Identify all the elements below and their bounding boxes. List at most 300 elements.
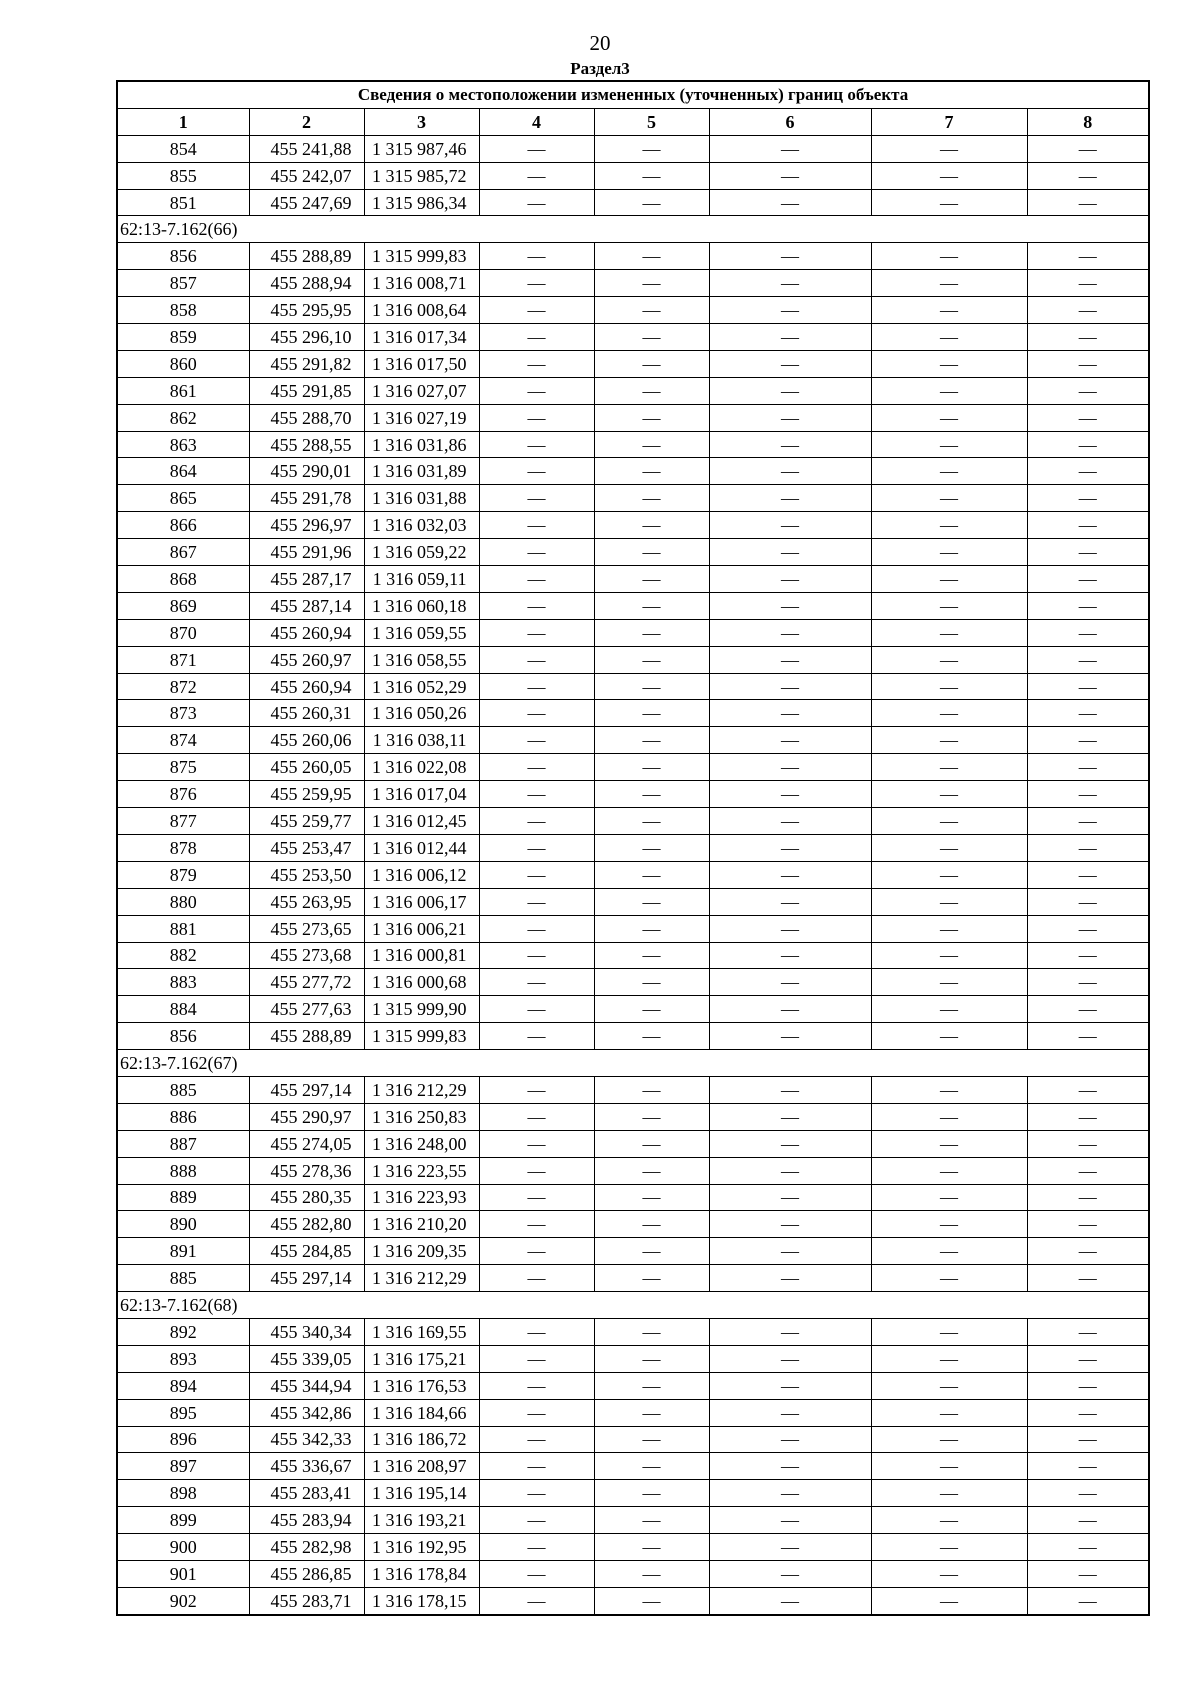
empty-dash-cell: — — [1027, 324, 1149, 351]
empty-dash-cell: — — [479, 1076, 594, 1103]
y-coordinate-cell: 1 316 031,86 — [364, 431, 479, 458]
empty-dash-cell: — — [594, 1318, 709, 1345]
y-coordinate-cell: 1 315 986,34 — [364, 189, 479, 216]
empty-dash-cell: — — [709, 1130, 871, 1157]
point-id-cell: 851 — [117, 189, 249, 216]
x-coordinate-cell: 455 253,50 — [249, 861, 364, 888]
section-title: Раздел3 — [570, 59, 630, 78]
empty-dash-cell: — — [709, 834, 871, 861]
x-coordinate-cell: 455 241,88 — [249, 135, 364, 162]
y-coordinate-cell: 1 316 060,18 — [364, 592, 479, 619]
empty-dash-cell: — — [709, 996, 871, 1023]
x-coordinate-cell: 455 259,95 — [249, 781, 364, 808]
empty-dash-cell: — — [479, 324, 594, 351]
empty-dash-cell: — — [871, 592, 1027, 619]
y-coordinate-cell: 1 316 169,55 — [364, 1318, 479, 1345]
empty-dash-cell: — — [709, 458, 871, 485]
point-id-cell: 885 — [117, 1265, 249, 1292]
empty-dash-cell: — — [594, 297, 709, 324]
point-id-cell: 892 — [117, 1318, 249, 1345]
empty-dash-cell: — — [709, 781, 871, 808]
empty-dash-cell: — — [1027, 1023, 1149, 1050]
empty-dash-cell: — — [479, 1480, 594, 1507]
empty-dash-cell: — — [871, 297, 1027, 324]
group-label: 62:13-7.162(68) — [117, 1292, 1149, 1319]
empty-dash-cell: — — [1027, 888, 1149, 915]
empty-dash-cell: — — [594, 135, 709, 162]
empty-dash-cell: — — [871, 646, 1027, 673]
empty-dash-cell: — — [479, 539, 594, 566]
empty-dash-cell: — — [594, 485, 709, 512]
y-coordinate-cell: 1 316 192,95 — [364, 1534, 479, 1561]
y-coordinate-cell: 1 316 038,11 — [364, 727, 479, 754]
y-coordinate-cell: 1 316 052,29 — [364, 673, 479, 700]
x-coordinate-cell: 455 260,94 — [249, 673, 364, 700]
empty-dash-cell: — — [1027, 861, 1149, 888]
point-id-cell: 868 — [117, 566, 249, 593]
table-row — [117, 377, 1149, 404]
empty-dash-cell: — — [871, 1507, 1027, 1534]
point-id-cell: 902 — [117, 1587, 249, 1614]
empty-dash-cell: — — [709, 888, 871, 915]
empty-dash-cell: — — [871, 1184, 1027, 1211]
empty-dash-cell: — — [594, 646, 709, 673]
point-id-cell: 856 — [117, 243, 249, 270]
empty-dash-cell: — — [594, 1507, 709, 1534]
x-coordinate-cell: 455 280,35 — [249, 1184, 364, 1211]
empty-dash-cell: — — [871, 861, 1027, 888]
y-coordinate-cell: 1 316 012,45 — [364, 808, 479, 835]
empty-dash-cell: — — [1027, 162, 1149, 189]
empty-dash-cell: — — [479, 1507, 594, 1534]
empty-dash-cell: — — [1027, 1426, 1149, 1453]
empty-dash-cell: — — [479, 1399, 594, 1426]
x-coordinate-cell: 455 287,17 — [249, 566, 364, 593]
x-coordinate-cell: 455 259,77 — [249, 808, 364, 835]
empty-dash-cell: — — [479, 834, 594, 861]
page-number: 20 — [589, 31, 611, 55]
empty-dash-cell: — — [594, 592, 709, 619]
column-header: 8 — [1027, 108, 1149, 135]
table-row — [117, 1399, 1149, 1426]
empty-dash-cell: — — [479, 1426, 594, 1453]
empty-dash-cell: — — [594, 1480, 709, 1507]
y-coordinate-cell: 1 316 012,44 — [364, 834, 479, 861]
y-coordinate-cell: 1 316 000,68 — [364, 969, 479, 996]
empty-dash-cell: — — [479, 350, 594, 377]
x-coordinate-cell: 455 288,94 — [249, 270, 364, 297]
empty-dash-cell: — — [594, 1184, 709, 1211]
empty-dash-cell: — — [1027, 700, 1149, 727]
point-id-cell: 895 — [117, 1399, 249, 1426]
empty-dash-cell: — — [479, 512, 594, 539]
table-row — [117, 1023, 1149, 1050]
x-coordinate-cell: 455 282,80 — [249, 1211, 364, 1238]
x-coordinate-cell: 455 277,72 — [249, 969, 364, 996]
empty-dash-cell: — — [479, 270, 594, 297]
empty-dash-cell: — — [1027, 996, 1149, 1023]
y-coordinate-cell: 1 316 008,64 — [364, 297, 479, 324]
empty-dash-cell: — — [1027, 1507, 1149, 1534]
x-coordinate-cell: 455 260,97 — [249, 646, 364, 673]
empty-dash-cell: — — [479, 1238, 594, 1265]
empty-dash-cell: — — [871, 539, 1027, 566]
point-id-cell: 860 — [117, 350, 249, 377]
table-row — [117, 135, 1149, 162]
group-label: 62:13-7.162(66) — [117, 216, 1149, 243]
table-row — [117, 297, 1149, 324]
empty-dash-cell: — — [479, 1587, 594, 1614]
empty-dash-cell: — — [479, 1265, 594, 1292]
group-row — [117, 216, 1149, 243]
empty-dash-cell: — — [709, 350, 871, 377]
empty-dash-cell: — — [594, 1265, 709, 1292]
empty-dash-cell: — — [1027, 243, 1149, 270]
empty-dash-cell: — — [594, 1534, 709, 1561]
empty-dash-cell: — — [1027, 1211, 1149, 1238]
empty-dash-cell: — — [479, 915, 594, 942]
point-id-cell: 889 — [117, 1184, 249, 1211]
y-coordinate-cell: 1 316 006,12 — [364, 861, 479, 888]
empty-dash-cell: — — [479, 1157, 594, 1184]
y-coordinate-cell: 1 316 250,83 — [364, 1103, 479, 1130]
empty-dash-cell: — — [871, 1211, 1027, 1238]
empty-dash-cell: — — [479, 1130, 594, 1157]
empty-dash-cell: — — [1027, 1399, 1149, 1426]
point-id-cell: 854 — [117, 135, 249, 162]
y-coordinate-cell: 1 316 058,55 — [364, 646, 479, 673]
point-id-cell: 864 — [117, 458, 249, 485]
empty-dash-cell: — — [709, 700, 871, 727]
y-coordinate-cell: 1 316 195,14 — [364, 1480, 479, 1507]
empty-dash-cell: — — [594, 566, 709, 593]
point-id-cell: 894 — [117, 1372, 249, 1399]
table-caption: Сведения о местоположении измененных (уточненных) границ объекта — [117, 81, 1149, 108]
table-row — [117, 1480, 1149, 1507]
empty-dash-cell: — — [1027, 754, 1149, 781]
y-coordinate-cell: 1 315 987,46 — [364, 135, 479, 162]
empty-dash-cell: — — [1027, 1372, 1149, 1399]
empty-dash-cell: — — [871, 189, 1027, 216]
point-id-cell: 878 — [117, 834, 249, 861]
x-coordinate-cell: 455 274,05 — [249, 1130, 364, 1157]
empty-dash-cell: — — [1027, 539, 1149, 566]
x-coordinate-cell: 455 260,06 — [249, 727, 364, 754]
table-row — [117, 350, 1149, 377]
empty-dash-cell: — — [1027, 1184, 1149, 1211]
point-id-cell: 900 — [117, 1534, 249, 1561]
table-row — [117, 539, 1149, 566]
column-header: 7 — [871, 108, 1027, 135]
point-id-cell: 859 — [117, 324, 249, 351]
point-id-cell: 862 — [117, 404, 249, 431]
table-row — [117, 1453, 1149, 1480]
table-row — [117, 431, 1149, 458]
point-id-cell: 856 — [117, 1023, 249, 1050]
empty-dash-cell: — — [1027, 673, 1149, 700]
empty-dash-cell: — — [479, 969, 594, 996]
empty-dash-cell: — — [871, 700, 1027, 727]
table-row — [117, 1130, 1149, 1157]
empty-dash-cell: — — [594, 243, 709, 270]
table-row — [117, 162, 1149, 189]
x-coordinate-cell: 455 342,86 — [249, 1399, 364, 1426]
empty-dash-cell: — — [709, 1345, 871, 1372]
empty-dash-cell: — — [871, 1345, 1027, 1372]
point-id-cell: 866 — [117, 512, 249, 539]
y-coordinate-cell: 1 316 208,97 — [364, 1453, 479, 1480]
point-id-cell: 874 — [117, 727, 249, 754]
empty-dash-cell: — — [594, 834, 709, 861]
group-row — [117, 1050, 1149, 1077]
empty-dash-cell: — — [479, 431, 594, 458]
empty-dash-cell: — — [709, 1534, 871, 1561]
table-row — [117, 592, 1149, 619]
empty-dash-cell: — — [594, 404, 709, 431]
empty-dash-cell: — — [1027, 431, 1149, 458]
point-id-cell: 882 — [117, 942, 249, 969]
y-coordinate-cell: 1 316 210,20 — [364, 1211, 479, 1238]
empty-dash-cell: — — [1027, 1076, 1149, 1103]
empty-dash-cell: — — [594, 915, 709, 942]
empty-dash-cell: — — [871, 1130, 1027, 1157]
point-id-cell: 872 — [117, 673, 249, 700]
table-row — [117, 1184, 1149, 1211]
empty-dash-cell: — — [479, 942, 594, 969]
x-coordinate-cell: 455 288,89 — [249, 243, 364, 270]
empty-dash-cell: — — [479, 189, 594, 216]
empty-dash-cell: — — [479, 1023, 594, 1050]
x-coordinate-cell: 455 291,96 — [249, 539, 364, 566]
empty-dash-cell: — — [1027, 915, 1149, 942]
empty-dash-cell: — — [709, 566, 871, 593]
x-coordinate-cell: 455 288,55 — [249, 431, 364, 458]
y-coordinate-cell: 1 316 059,22 — [364, 539, 479, 566]
empty-dash-cell: — — [594, 189, 709, 216]
empty-dash-cell: — — [871, 673, 1027, 700]
empty-dash-cell: — — [709, 619, 871, 646]
empty-dash-cell: — — [594, 1426, 709, 1453]
empty-dash-cell: — — [594, 996, 709, 1023]
empty-dash-cell: — — [594, 324, 709, 351]
empty-dash-cell: — — [709, 727, 871, 754]
empty-dash-cell: — — [709, 1560, 871, 1587]
column-header-row — [117, 108, 1149, 135]
y-coordinate-cell: 1 315 999,90 — [364, 996, 479, 1023]
empty-dash-cell: — — [871, 404, 1027, 431]
x-coordinate-cell: 455 290,97 — [249, 1103, 364, 1130]
empty-dash-cell: — — [871, 1372, 1027, 1399]
table-row — [117, 834, 1149, 861]
empty-dash-cell: — — [709, 1480, 871, 1507]
empty-dash-cell: — — [871, 512, 1027, 539]
point-id-cell: 863 — [117, 431, 249, 458]
empty-dash-cell: — — [594, 270, 709, 297]
empty-dash-cell: — — [479, 1318, 594, 1345]
point-id-cell: 891 — [117, 1238, 249, 1265]
empty-dash-cell: — — [709, 297, 871, 324]
empty-dash-cell: — — [709, 646, 871, 673]
point-id-cell: 858 — [117, 297, 249, 324]
y-coordinate-cell: 1 316 209,35 — [364, 1238, 479, 1265]
empty-dash-cell: — — [594, 1560, 709, 1587]
empty-dash-cell: — — [871, 324, 1027, 351]
empty-dash-cell: — — [479, 619, 594, 646]
x-coordinate-cell: 455 344,94 — [249, 1372, 364, 1399]
empty-dash-cell: — — [871, 1587, 1027, 1614]
point-id-cell: 869 — [117, 592, 249, 619]
table-row — [117, 566, 1149, 593]
point-id-cell: 861 — [117, 377, 249, 404]
empty-dash-cell: — — [1027, 350, 1149, 377]
empty-dash-cell: — — [1027, 1238, 1149, 1265]
empty-dash-cell: — — [594, 969, 709, 996]
empty-dash-cell: — — [709, 243, 871, 270]
point-id-cell: 893 — [117, 1345, 249, 1372]
empty-dash-cell: — — [709, 1426, 871, 1453]
table-row — [117, 781, 1149, 808]
empty-dash-cell: — — [871, 458, 1027, 485]
empty-dash-cell: — — [709, 969, 871, 996]
empty-dash-cell: — — [594, 673, 709, 700]
empty-dash-cell: — — [594, 1103, 709, 1130]
column-header: 6 — [709, 108, 871, 135]
table-caption-row — [117, 81, 1149, 108]
table-row — [117, 727, 1149, 754]
x-coordinate-cell: 455 283,71 — [249, 1587, 364, 1614]
empty-dash-cell: — — [709, 270, 871, 297]
empty-dash-cell: — — [709, 485, 871, 512]
empty-dash-cell: — — [479, 808, 594, 835]
point-id-cell: 873 — [117, 700, 249, 727]
table-row — [117, 1157, 1149, 1184]
empty-dash-cell: — — [709, 189, 871, 216]
x-coordinate-cell: 455 242,07 — [249, 162, 364, 189]
empty-dash-cell: — — [479, 646, 594, 673]
y-coordinate-cell: 1 316 212,29 — [364, 1265, 479, 1292]
table-row — [117, 888, 1149, 915]
empty-dash-cell: — — [709, 162, 871, 189]
empty-dash-cell: — — [594, 781, 709, 808]
empty-dash-cell: — — [479, 1211, 594, 1238]
table-row — [117, 1560, 1149, 1587]
y-coordinate-cell: 1 316 031,88 — [364, 485, 479, 512]
empty-dash-cell: — — [709, 1211, 871, 1238]
empty-dash-cell: — — [871, 1265, 1027, 1292]
empty-dash-cell: — — [594, 1076, 709, 1103]
empty-dash-cell: — — [1027, 566, 1149, 593]
empty-dash-cell: — — [1027, 834, 1149, 861]
y-coordinate-cell: 1 315 999,83 — [364, 1023, 479, 1050]
empty-dash-cell: — — [871, 377, 1027, 404]
empty-dash-cell: — — [871, 1238, 1027, 1265]
y-coordinate-cell: 1 316 031,89 — [364, 458, 479, 485]
y-coordinate-cell: 1 316 176,53 — [364, 1372, 479, 1399]
empty-dash-cell: — — [871, 350, 1027, 377]
point-id-cell: 890 — [117, 1211, 249, 1238]
point-id-cell: 888 — [117, 1157, 249, 1184]
point-id-cell: 870 — [117, 619, 249, 646]
y-coordinate-cell: 1 316 212,29 — [364, 1076, 479, 1103]
empty-dash-cell: — — [871, 888, 1027, 915]
empty-dash-cell: — — [1027, 377, 1149, 404]
empty-dash-cell: — — [709, 539, 871, 566]
empty-dash-cell: — — [594, 1372, 709, 1399]
empty-dash-cell: — — [1027, 969, 1149, 996]
empty-dash-cell: — — [594, 539, 709, 566]
y-coordinate-cell: 1 316 178,15 — [364, 1587, 479, 1614]
y-coordinate-cell: 1 316 027,19 — [364, 404, 479, 431]
point-id-cell: 881 — [117, 915, 249, 942]
empty-dash-cell: — — [871, 808, 1027, 835]
table-row — [117, 700, 1149, 727]
x-coordinate-cell: 455 340,34 — [249, 1318, 364, 1345]
table-row — [117, 754, 1149, 781]
point-id-cell: 876 — [117, 781, 249, 808]
empty-dash-cell: — — [594, 727, 709, 754]
empty-dash-cell: — — [479, 1184, 594, 1211]
empty-dash-cell: — — [871, 243, 1027, 270]
point-id-cell: 875 — [117, 754, 249, 781]
empty-dash-cell: — — [479, 1560, 594, 1587]
empty-dash-cell: — — [1027, 808, 1149, 835]
table-row — [117, 942, 1149, 969]
x-coordinate-cell: 455 288,70 — [249, 404, 364, 431]
empty-dash-cell: — — [871, 1023, 1027, 1050]
empty-dash-cell: — — [594, 619, 709, 646]
y-coordinate-cell: 1 315 985,72 — [364, 162, 479, 189]
empty-dash-cell: — — [871, 1534, 1027, 1561]
point-id-cell: 880 — [117, 888, 249, 915]
empty-dash-cell: — — [871, 915, 1027, 942]
table-row — [117, 1372, 1149, 1399]
empty-dash-cell: — — [709, 1103, 871, 1130]
empty-dash-cell: — — [871, 566, 1027, 593]
empty-dash-cell: — — [709, 942, 871, 969]
table-row — [117, 324, 1149, 351]
empty-dash-cell: — — [594, 162, 709, 189]
x-coordinate-cell: 455 282,98 — [249, 1534, 364, 1561]
empty-dash-cell: — — [709, 1587, 871, 1614]
empty-dash-cell: — — [594, 861, 709, 888]
point-id-cell: 871 — [117, 646, 249, 673]
point-id-cell: 887 — [117, 1130, 249, 1157]
empty-dash-cell: — — [479, 781, 594, 808]
empty-dash-cell: — — [1027, 270, 1149, 297]
empty-dash-cell: — — [871, 1318, 1027, 1345]
empty-dash-cell: — — [709, 431, 871, 458]
empty-dash-cell: — — [709, 1507, 871, 1534]
empty-dash-cell: — — [594, 431, 709, 458]
empty-dash-cell: — — [709, 1399, 871, 1426]
empty-dash-cell: — — [709, 861, 871, 888]
empty-dash-cell: — — [709, 592, 871, 619]
x-coordinate-cell: 455 288,89 — [249, 1023, 364, 1050]
empty-dash-cell: — — [1027, 189, 1149, 216]
empty-dash-cell: — — [871, 1399, 1027, 1426]
table-row — [117, 969, 1149, 996]
y-coordinate-cell: 1 316 223,55 — [364, 1157, 479, 1184]
empty-dash-cell: — — [479, 243, 594, 270]
x-coordinate-cell: 455 339,05 — [249, 1345, 364, 1372]
empty-dash-cell: — — [594, 1399, 709, 1426]
y-coordinate-cell: 1 316 175,21 — [364, 1345, 479, 1372]
x-coordinate-cell: 455 260,94 — [249, 619, 364, 646]
x-coordinate-cell: 455 297,14 — [249, 1265, 364, 1292]
empty-dash-cell: — — [871, 727, 1027, 754]
x-coordinate-cell: 455 273,68 — [249, 942, 364, 969]
empty-dash-cell: — — [709, 1238, 871, 1265]
